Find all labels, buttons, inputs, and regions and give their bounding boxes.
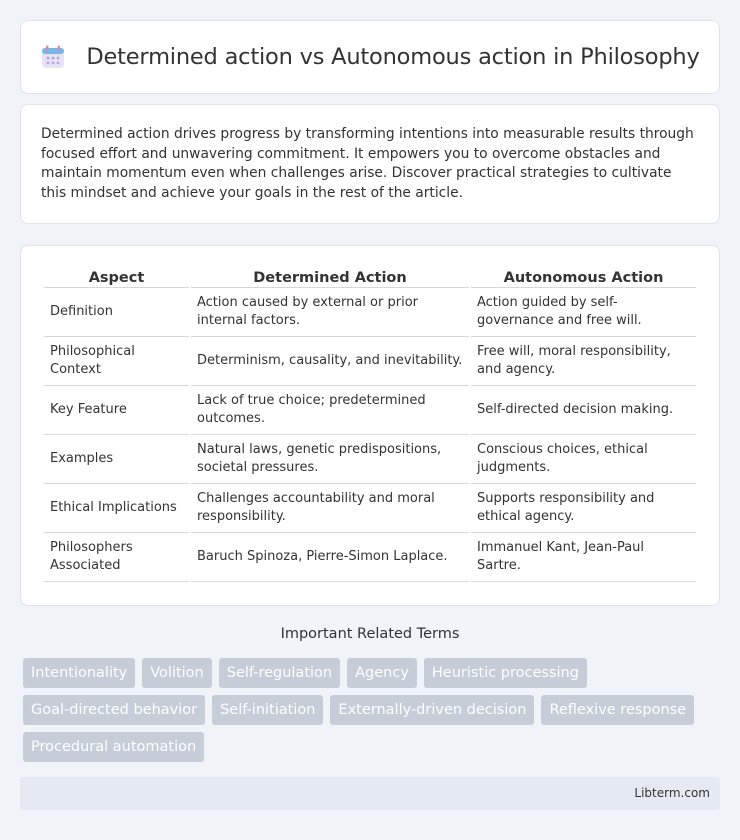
related-term-tag[interactable]: Heuristic processing xyxy=(424,658,587,688)
table-cell-determined: Baruch Spinoza, Pierre-Simon Laplace. xyxy=(191,533,469,582)
table-cell-autonomous: Free will, moral responsibility, and agency. xyxy=(471,337,696,386)
table-cell-aspect: Examples xyxy=(44,435,189,484)
table-header-row xyxy=(44,266,696,288)
related-term-tag[interactable]: Procedural automation xyxy=(23,732,204,762)
related-term-tag[interactable]: Reflexive response xyxy=(541,695,694,725)
header-card xyxy=(20,20,720,94)
table-cell-determined: Challenges accountability and moral responsibility. xyxy=(191,484,469,533)
table-cell-determined: Action caused by external or prior internal factors. xyxy=(191,288,469,337)
related-term-tag[interactable]: Agency xyxy=(347,658,417,688)
calendar-icon xyxy=(40,44,66,70)
table-cell-autonomous: Self-directed decision making. xyxy=(471,386,696,435)
related-term-tag[interactable]: Self-initiation xyxy=(212,695,323,725)
table-row xyxy=(44,337,696,386)
table-row xyxy=(44,484,696,533)
intro-card xyxy=(20,104,720,224)
related-term-tag[interactable]: Volition xyxy=(142,658,212,688)
table-row xyxy=(44,435,696,484)
related-terms-title: Important Related Terms xyxy=(280,626,460,642)
table-row xyxy=(44,533,696,582)
footer xyxy=(20,777,720,810)
table-cell-aspect: Philosophers Associated xyxy=(44,533,189,582)
table-cell-determined: Determinism, causality, and inevitability. xyxy=(191,337,469,386)
column-header-autonomous: Autonomous Action xyxy=(471,266,696,288)
column-header-determined: Determined Action xyxy=(191,266,469,288)
table-cell-aspect: Philosophical Context xyxy=(44,337,189,386)
table-row xyxy=(44,288,696,337)
table-cell-autonomous: Conscious choices, ethical judgments. xyxy=(471,435,696,484)
column-header-aspect: Aspect xyxy=(44,266,189,288)
intro-paragraph: Determined action drives progress by transforming intentions into measurable results through focused effort and unwavering commitment. It empowers you to overcome obstacles and maintain momentum even when challenges arise. Discover practical strategies to cultivate this mindset and achieve your goals in the rest of the article. xyxy=(41,126,694,201)
table-cell-aspect: Definition xyxy=(44,288,189,337)
table-cell-autonomous: Supports responsibility and ethical agency. xyxy=(471,484,696,533)
page-title: Determined action vs Autonomous action in Philosophy xyxy=(86,44,700,70)
comparison-table-card xyxy=(20,245,720,606)
related-term-tag[interactable]: Externally-driven decision xyxy=(330,695,534,725)
table-cell-autonomous: Action guided by self-governance and free will. xyxy=(471,288,696,337)
table-cell-determined: Lack of true choice; predetermined outcomes. xyxy=(191,386,469,435)
related-term-tag[interactable]: Self-regulation xyxy=(219,658,340,688)
table-cell-aspect: Ethical Implications xyxy=(44,484,189,533)
table-cell-determined: Natural laws, genetic predispositions, societal pressures. xyxy=(191,435,469,484)
related-term-tag[interactable]: Intentionality xyxy=(23,658,135,688)
comparison-table xyxy=(42,266,698,582)
table-cell-autonomous: Immanuel Kant, Jean-Paul Sartre. xyxy=(471,533,696,582)
related-terms-list xyxy=(23,658,713,762)
footer-site-link[interactable]: Libterm.com xyxy=(634,786,710,800)
table-cell-aspect: Key Feature xyxy=(44,386,189,435)
table-row xyxy=(44,386,696,435)
related-term-tag[interactable]: Goal-directed behavior xyxy=(23,695,205,725)
